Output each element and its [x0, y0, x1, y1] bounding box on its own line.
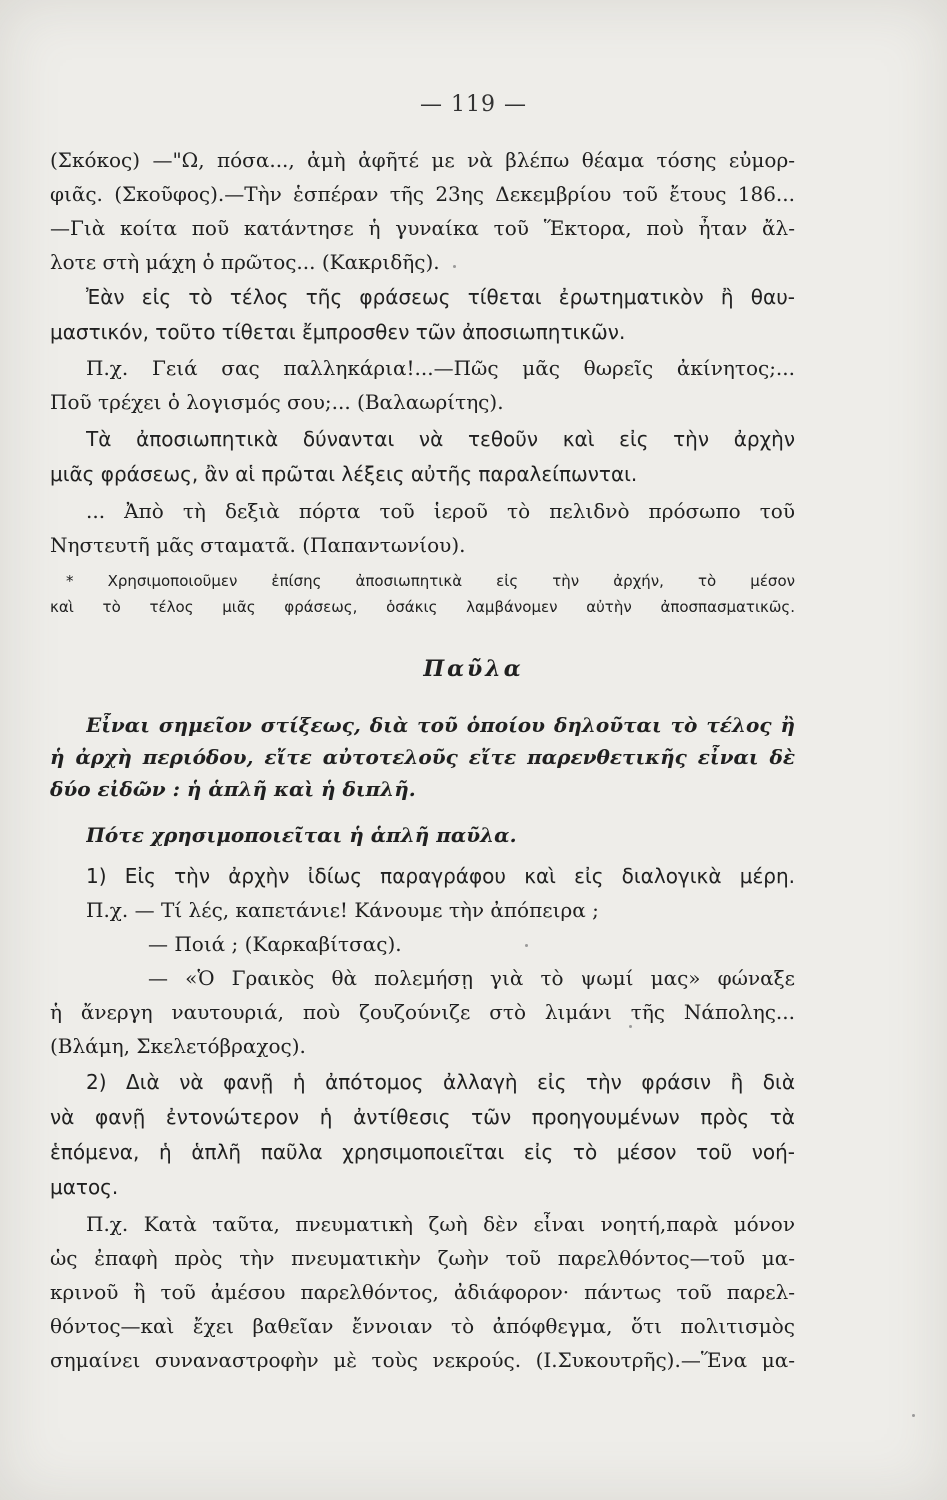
- text-line: ἡ ἄνεργη ναυτουριά, ποὺ ζουζούνιζε στὸ λιμάνι τῆς Νάπολης...: [50, 1000, 795, 1024]
- subheading: Πότε χρησιμοποιεῖται ἡ ἁπλῆ παῦλα.: [86, 823, 517, 847]
- text-line: μιᾶς φράσεως, ἂν αἱ πρῶται λέξεις αὐτῆς παραλείπωνται.: [50, 462, 638, 486]
- text-line: μαστικόν, τοῦτο τίθεται ἔμπροσθεν τῶν ἀποσιωπητικῶν.: [50, 320, 626, 344]
- text-line: Ἐὰν εἰς τὸ τέλος τῆς φράσεως τίθεται ἐρωτηματικὸν ἢ θαυ-: [86, 285, 795, 309]
- text-line: Π.χ. — Τί λές, καπετάνιε! Κάνουμε τὴν ἀπόπειρα ;: [86, 898, 599, 922]
- footnote-line: * Χρησιμοποιοῦμεν ἐπίσης ἀποσιωπητικὰ εἰς τὴν ἀρχήν, τὸ μέσον: [66, 572, 795, 590]
- text-line: Τὰ ἀποσιωπητικὰ δύνανται νὰ τεθοῦν καὶ εἰς τὴν ἀρχὴν: [86, 427, 795, 451]
- page-number: — 119 —: [420, 92, 527, 117]
- text-line: Ποῦ τρέχει ὁ λογισμός σου;... (Βαλαωρίτης).: [50, 390, 504, 414]
- paper-speck: [453, 265, 456, 268]
- text-line: σημαίνει συναναστροφὴν μὲ τοὺς νεκρούς. (Ι.Συκουτρῆς).—Ἕνα μα-: [50, 1348, 795, 1372]
- text-line: 2) Διὰ νὰ φανῇ ἡ ἀπότομος ἀλλαγὴ εἰς τὴν φράσιν ἢ διὰ: [86, 1070, 795, 1094]
- text-line: Νηστευτῆ μᾶς σταματᾶ. (Παπαντωνίου).: [50, 533, 466, 557]
- text-line: Π.χ. Γειά σας παλληκάρια!...—Πῶς μᾶς θωρεῖς ἀκίνητος;...: [86, 356, 795, 380]
- footnote-line: καὶ τὸ τέλος μιᾶς φράσεως, ὁσάκις λαμβάνομεν αὐτὴν ἀποσπασματικῶς.: [50, 598, 795, 616]
- text-line: λοτε στὴ μάχη ὁ πρῶτος... (Κακριδῆς).: [50, 250, 440, 274]
- text-line: (Βλάμη, Σκελετόβραχος).: [50, 1034, 306, 1058]
- definition-line: Εἶναι σημεῖον στίξεως, διὰ τοῦ ὁποίου δηλοῦται τὸ τέλος ἢ: [86, 713, 795, 737]
- text-line: θόντος—καὶ ἔχει βαθεῖαν ἔννοιαν τὸ ἀπόφθεγμα, ὅτι πολιτισμὸς: [50, 1314, 795, 1338]
- text-line: —Γιὰ κοίτα ποῦ κατάντησε ἡ γυναίκα τοῦ Ἕκτορα, ποὺ ἦταν ἄλ-: [50, 216, 795, 240]
- text-line: — «Ὁ Γραικὸς θὰ πολεμήσῃ γιὰ τὸ ψωμί μας» φώναξε: [148, 966, 795, 990]
- text-line: ἑπόμενα, ἡ ἁπλῆ παῦλα χρησιμοποιεῖται εἰς τὸ μέσον τοῦ νοή-: [50, 1140, 795, 1164]
- text-line: ματος.: [50, 1175, 119, 1199]
- paper-speck: [912, 1414, 915, 1417]
- paper-speck: [629, 1025, 632, 1028]
- text-line: (Σκόκος) —"Ω, πόσα..., ἀμὴ ἀφῆτέ με νὰ βλέπω θέαμα τόσης εὐμορ-: [50, 148, 795, 172]
- text-line: 1) Εἰς τὴν ἀρχὴν ἰδίως παραγράφου καὶ εἰς διαλογικὰ μέρη.: [86, 864, 795, 888]
- text-line: κρινοῦ ἢ τοῦ ἀμέσου παρελθόντος, ἀδιάφορον· πάντως τοῦ παρελ-: [50, 1280, 795, 1304]
- text-line: — Ποιά ; (Καρκαβίτσας).: [148, 932, 402, 956]
- text-line: ... Ἀπὸ τὴ δεξιὰ πόρτα τοῦ ἱεροῦ τὸ πελιδνὸ πρόσωπο τοῦ: [86, 499, 795, 523]
- paper-speck: [525, 944, 528, 947]
- text-line: Π.χ. Κατὰ ταῦτα, πνευματικὴ ζωὴ δὲν εἶναι νοητή,παρὰ μόνον: [86, 1212, 795, 1236]
- text-line: νὰ φανῇ ἐντονώτερον ἡ ἀντίθεσις τῶν προηγουμένων πρὸς τὰ: [50, 1105, 795, 1129]
- section-heading: Παῦλα: [423, 656, 524, 682]
- text-line: φιᾶς. (Σκοῦφος).—Τὴν ἑσπέραν τῆς 23ης Δεκεμβρίου τοῦ ἔτους 186...: [50, 182, 795, 206]
- definition-line: ἡ ἀρχὴ περιόδου, εἴτε αὐτοτελοῦς εἴτε παρενθετικῆς εἶναι δὲ: [50, 745, 795, 769]
- text-line: ὡς ἐπαφὴ πρὸς τὴν πνευματικὴν ζωὴν τοῦ παρελθόντος—τοῦ μα-: [50, 1246, 795, 1270]
- definition-line: δύο εἰδῶν : ἡ ἁπλῆ καὶ ἡ διπλῆ.: [50, 777, 416, 801]
